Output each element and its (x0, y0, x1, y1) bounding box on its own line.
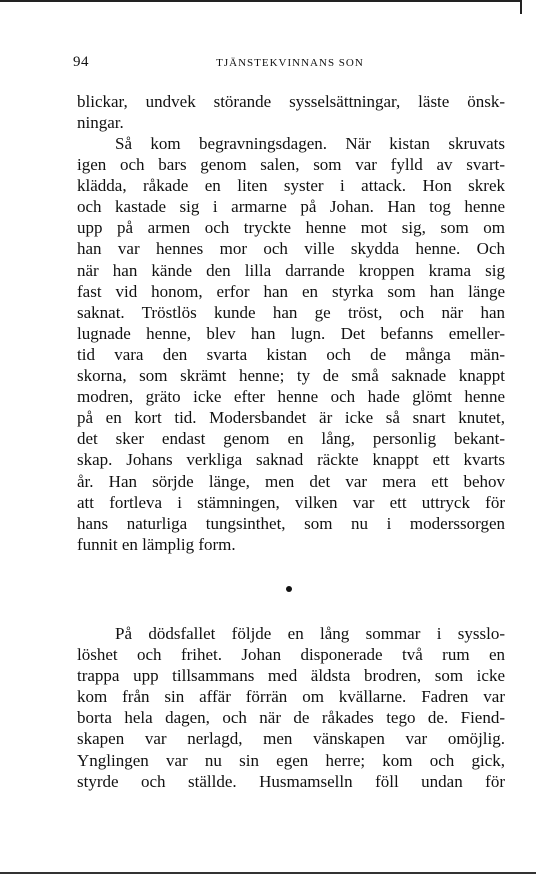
text-line: skorna, som skrämt henne; ty de små saknade knappt (77, 366, 505, 386)
text-line: fast vid honom, erfor han en styrka som han länge (77, 281, 505, 301)
text-line: skapen var nerlagd, men vänskapen var omöjlig. (77, 729, 505, 749)
text-line: På dödsfallet följde en lång sommar i sysslo- (115, 624, 505, 643)
text-line: det sker endast genom en lång, personlig bekant- (77, 429, 505, 449)
text-line: när han kände den lilla darrande kroppen krama sig (77, 260, 505, 280)
running-head: TJÄNSTEKVINNANS SON (216, 57, 364, 69)
page-number: 94 (73, 54, 89, 70)
text-line: han var hennes mor och ville skydda henne. Och (77, 239, 505, 259)
text-line: saknat. Tröstlös kunde han ge tröst, och när han (77, 302, 505, 322)
text-line: modren, gräto icke efter henne och hade glömt henne (77, 387, 505, 407)
text-line: Så kom begravningsdagen. När kistan skruvats (115, 134, 505, 153)
paragraph-3 (77, 623, 505, 792)
top-corner-tick (520, 0, 522, 14)
text-line: upp på armen och tryckte henne mot sig, som om (77, 218, 505, 238)
text-line: igen och bars genom salen, som var fylld av svart- (77, 155, 505, 175)
top-border-rule (0, 0, 520, 2)
text-line: borta hela dagen, och när de råkades tego de. Fiend- (77, 708, 505, 728)
text-line: löshet och frihet. Johan disponerade två rum en (77, 645, 505, 665)
text-line: trappa upp tillsammans med äldsta brodren, som icke (77, 666, 505, 686)
section-break-dot (286, 586, 292, 592)
page-header (73, 54, 507, 74)
text-line: hans naturliga tungsinthet, som nu i moderssorgen (77, 513, 505, 533)
text-line: styrde och ställde. Husmamselln föll undan för (77, 771, 505, 791)
text-line: år. Han sörjde länge, men det var mera ett behov (77, 471, 505, 491)
text-line: lugnade henne, blev han lugn. Det befanns emeller- (77, 323, 505, 343)
text-line: att fortleva i stämningen, vilken var ett uttryck för (77, 492, 505, 512)
paragraph-1 (77, 91, 505, 133)
text-line: Ynglingen var nu sin egen herre; kom och gick, (77, 750, 505, 770)
text-line: funnit en lämplig form. (77, 534, 236, 554)
text-line: på en kort tid. Modersbandet är icke så snart knutet, (77, 408, 505, 428)
text-line: och kastade sig i armarne på Johan. Han tog henne (77, 197, 505, 217)
text-line: skap. Johans verkliga saknad räckte knappt ett kvarts (77, 450, 505, 470)
text-line: kom från sin affär förrän om kvällarne. Fadren var (77, 687, 505, 707)
paragraph-2 (77, 133, 505, 555)
text-line: tid vara den svarta kistan och de många män- (77, 344, 505, 364)
text-line: ningar. (77, 113, 124, 133)
bottom-border-rule (0, 872, 536, 874)
text-line: klädda, råkade en liten syster i attack. Hon skrek (77, 176, 505, 196)
text-line: blickar, undvek störande sysselsättningar, läste önsk- (77, 92, 505, 111)
